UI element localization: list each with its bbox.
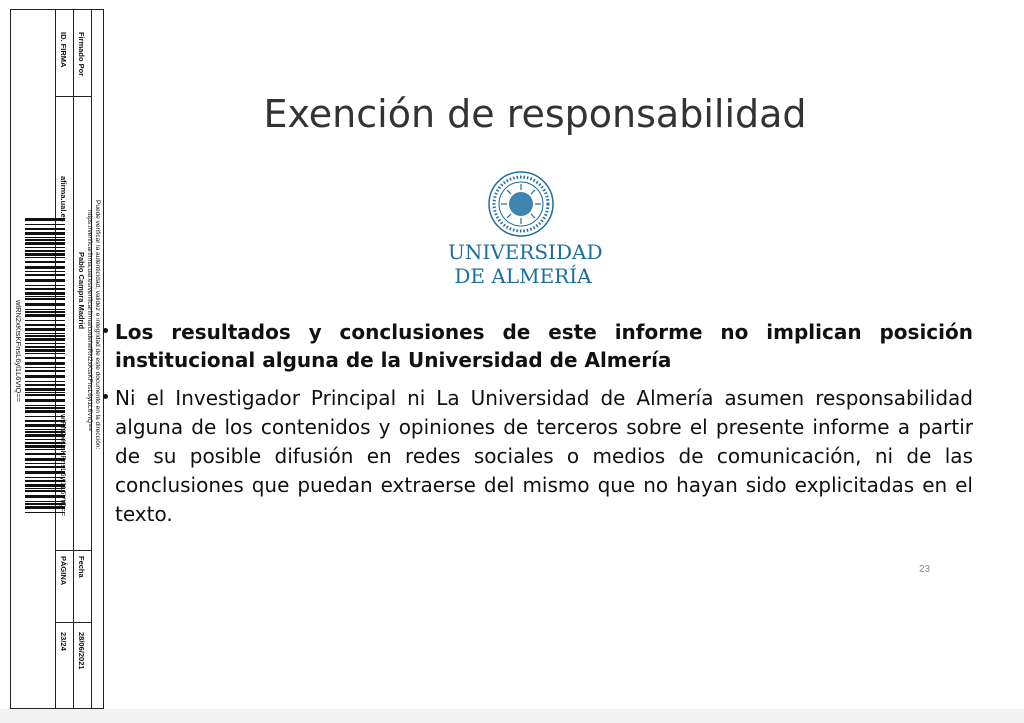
verify-url[interactable]: https://verificarfirma.ual.es/verificarfirma/code/wlRN2xKtsKFnsL6yl1L6VtQ== — [86, 210, 93, 432]
university-name-line1: UNIVERSIDAD — [448, 240, 603, 264]
firmado-por-label: Firmado Por — [77, 32, 86, 77]
barcode-bar — [25, 407, 65, 409]
barcode-bar — [25, 335, 65, 337]
barcode-bar — [25, 274, 65, 276]
barcode-bar — [25, 324, 65, 326]
strip-divider — [55, 96, 91, 97]
barcode-bar — [25, 253, 65, 256]
barcode-bar — [25, 370, 65, 372]
barcode-bar — [25, 320, 65, 321]
barcode-bar — [25, 410, 65, 413]
barcode-bar — [25, 346, 65, 348]
barcode-bar — [25, 309, 65, 310]
id-firma-code: wlRN2xKtsKFnsL6yl1L6VtQ== — [59, 414, 68, 517]
barcode-bar — [25, 314, 65, 317]
fecha-label: Fecha — [77, 556, 86, 578]
barcode-bar — [25, 381, 65, 382]
firmado-por-value: Pablo Campra Madrid — [77, 252, 86, 330]
barcode-bar — [25, 239, 65, 241]
barcode-bar — [25, 367, 65, 368]
university-seal-icon — [483, 170, 559, 238]
barcode-bar — [25, 232, 65, 235]
barcode-bar — [25, 328, 65, 331]
fecha-value: 28/06/2021 — [77, 632, 86, 670]
university-name-line2: DE ALMERÍA — [454, 264, 592, 288]
barcode-bar — [25, 311, 65, 313]
barcode-bar — [25, 392, 65, 393]
barcode-bar — [25, 333, 65, 334]
disclaimer-body: Ni el Investigador Principal ni La Universidad de Almería asumen responsabilidad alguna de los contenidos y opiniones de terceros sobre el presente informe a partir de su posible difusión en redes sociales o medios de comunicación, ni de las conclusiones que puedan extraerse del mismo que no hayan sido explicitadas en el texto. — [115, 386, 973, 526]
id-firma-source: afirma.ual.es — [59, 176, 68, 222]
pagina-label: PÁGINA — [59, 556, 68, 586]
disclaimer-heading: Los resultados y conclusiones de este informe no implican posición institucional alguna de la Universidad de Almería — [115, 320, 973, 372]
barcode-bar — [25, 388, 65, 391]
page-bottom-edge — [0, 709, 1024, 723]
barcode-text: wlRN2xKtsKFnsL6yl1L6VtQ== — [14, 300, 23, 403]
barcode-bar — [25, 237, 65, 238]
barcode-bar — [25, 228, 65, 230]
strip-divider — [73, 10, 74, 708]
signature-strip — [10, 9, 104, 709]
barcode-bar — [25, 288, 65, 290]
barcode-bar — [25, 261, 65, 263]
barcode-bar — [25, 279, 65, 282]
barcode-bar — [25, 266, 65, 269]
barcode-bar — [25, 247, 65, 248]
barcode-bar — [25, 357, 65, 359]
barcode-bar — [25, 250, 65, 252]
barcode-bar — [25, 405, 65, 406]
barcode-bar — [25, 303, 65, 306]
barcode-bar — [25, 296, 65, 297]
strip-divider — [55, 550, 91, 551]
page-number: 23 — [919, 564, 931, 575]
slide-title: Exención de responsabilidad — [263, 92, 807, 136]
barcode-bar — [25, 343, 65, 344]
barcode-bar — [25, 224, 65, 225]
barcode-bar — [25, 362, 65, 365]
bullet-marker — [103, 328, 108, 333]
barcode-bar — [25, 271, 65, 272]
barcode-bar — [25, 394, 65, 396]
verify-text: Puede verificar la autenticidad, validez e integridad de este documento en la dirección: — [94, 200, 101, 450]
barcode-bar — [25, 349, 65, 352]
barcode-bar — [25, 399, 65, 402]
barcode-bar — [25, 292, 65, 295]
barcode-bar — [25, 375, 65, 378]
pagina-value: 23/24 — [59, 632, 68, 651]
barcode-bar — [25, 338, 65, 341]
barcode-bar — [25, 384, 65, 386]
barcode-bar — [25, 353, 65, 354]
barcode-bar — [25, 242, 65, 245]
barcode-bar — [25, 285, 65, 286]
barcode-bar — [25, 257, 65, 258]
bullet-marker — [103, 394, 108, 399]
barcode-bar — [25, 298, 65, 300]
id-firma-label: ID. FIRMA — [59, 32, 68, 68]
strip-divider — [55, 622, 91, 623]
university-name — [448, 240, 603, 288]
